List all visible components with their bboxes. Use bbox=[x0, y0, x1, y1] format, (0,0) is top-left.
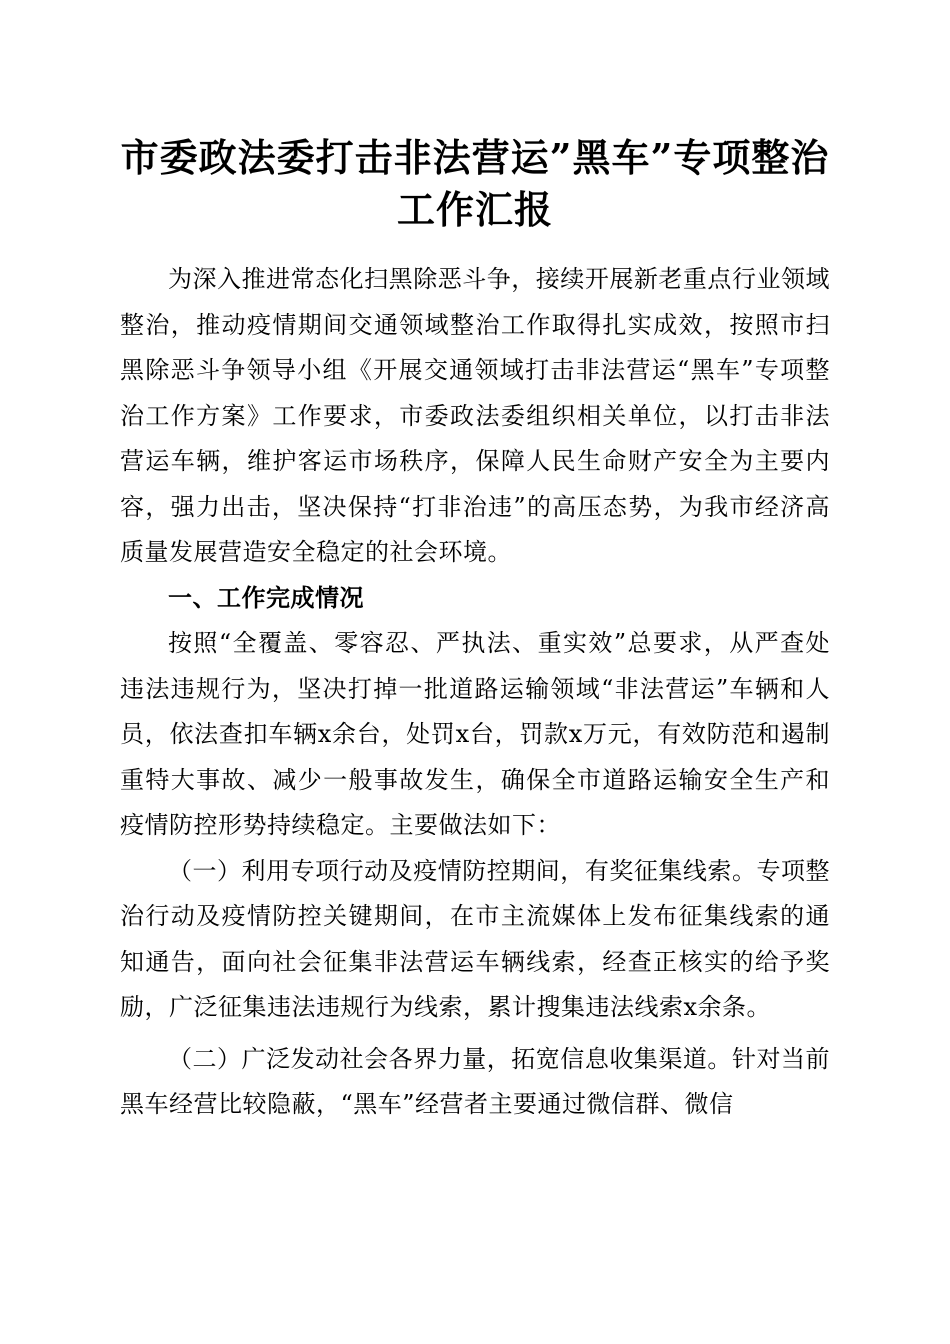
subsection-paragraph-2: （二）广泛发动社会各界力量，拓宽信息收集渠道。针对当前黑车经营比较隐蔽，“黑车”经营者主要通过微信群、微信 bbox=[120, 1044, 830, 1118]
document-body bbox=[120, 257, 830, 1128]
subsection-paragraph-1: （一）利用专项行动及疫情防控期间，有奖征集线索。专项整治行动及疫情防控关键期间，在市主流媒体上发布征集线索的通知通告，面向社会征集非法营运车辆线索，经查正核实的给予奖励，广泛征集违法违规行为线索，累计搜集违法线索x余条。 bbox=[120, 856, 830, 1021]
document-title: 市委政法委打击非法营运”黑车”专项整治工作汇报 bbox=[120, 135, 830, 232]
section-heading: 一、工作完成情况 bbox=[168, 583, 364, 612]
section-paragraph: 按照“全覆盖、零容忍、严执法、重实效”总要求，从严查处违法违规行为，坚决打掉一批道路运输领域“非法营运”车辆和人员，依法查扣车辆x余台，处罚x台，罚款x万元，有效防范和遏制重特大事故、减少一般事故发生，确保全市道路运输安全生产和疫情防控形势持续稳定。主要做法如下： bbox=[120, 629, 830, 839]
intro-paragraph: 为深入推进常态化扫黑除恶斗争，接续开展新老重点行业领域整治，推动疫情期间交通领域整治工作取得扎实成效，按照市扫黑除恶斗争领导小组《开展交通领域打击非法营运“黑车”专项整治工作方案》工作要求，市委政法委组织相关单位，以打击非法营运车辆，维护客运市场秩序，保障人民生命财产安全为主要内容，强力出击，坚决保持“打非治违”的高压态势，为我市经济高质量发展营造安全稳定的社会环境。 bbox=[120, 265, 830, 566]
